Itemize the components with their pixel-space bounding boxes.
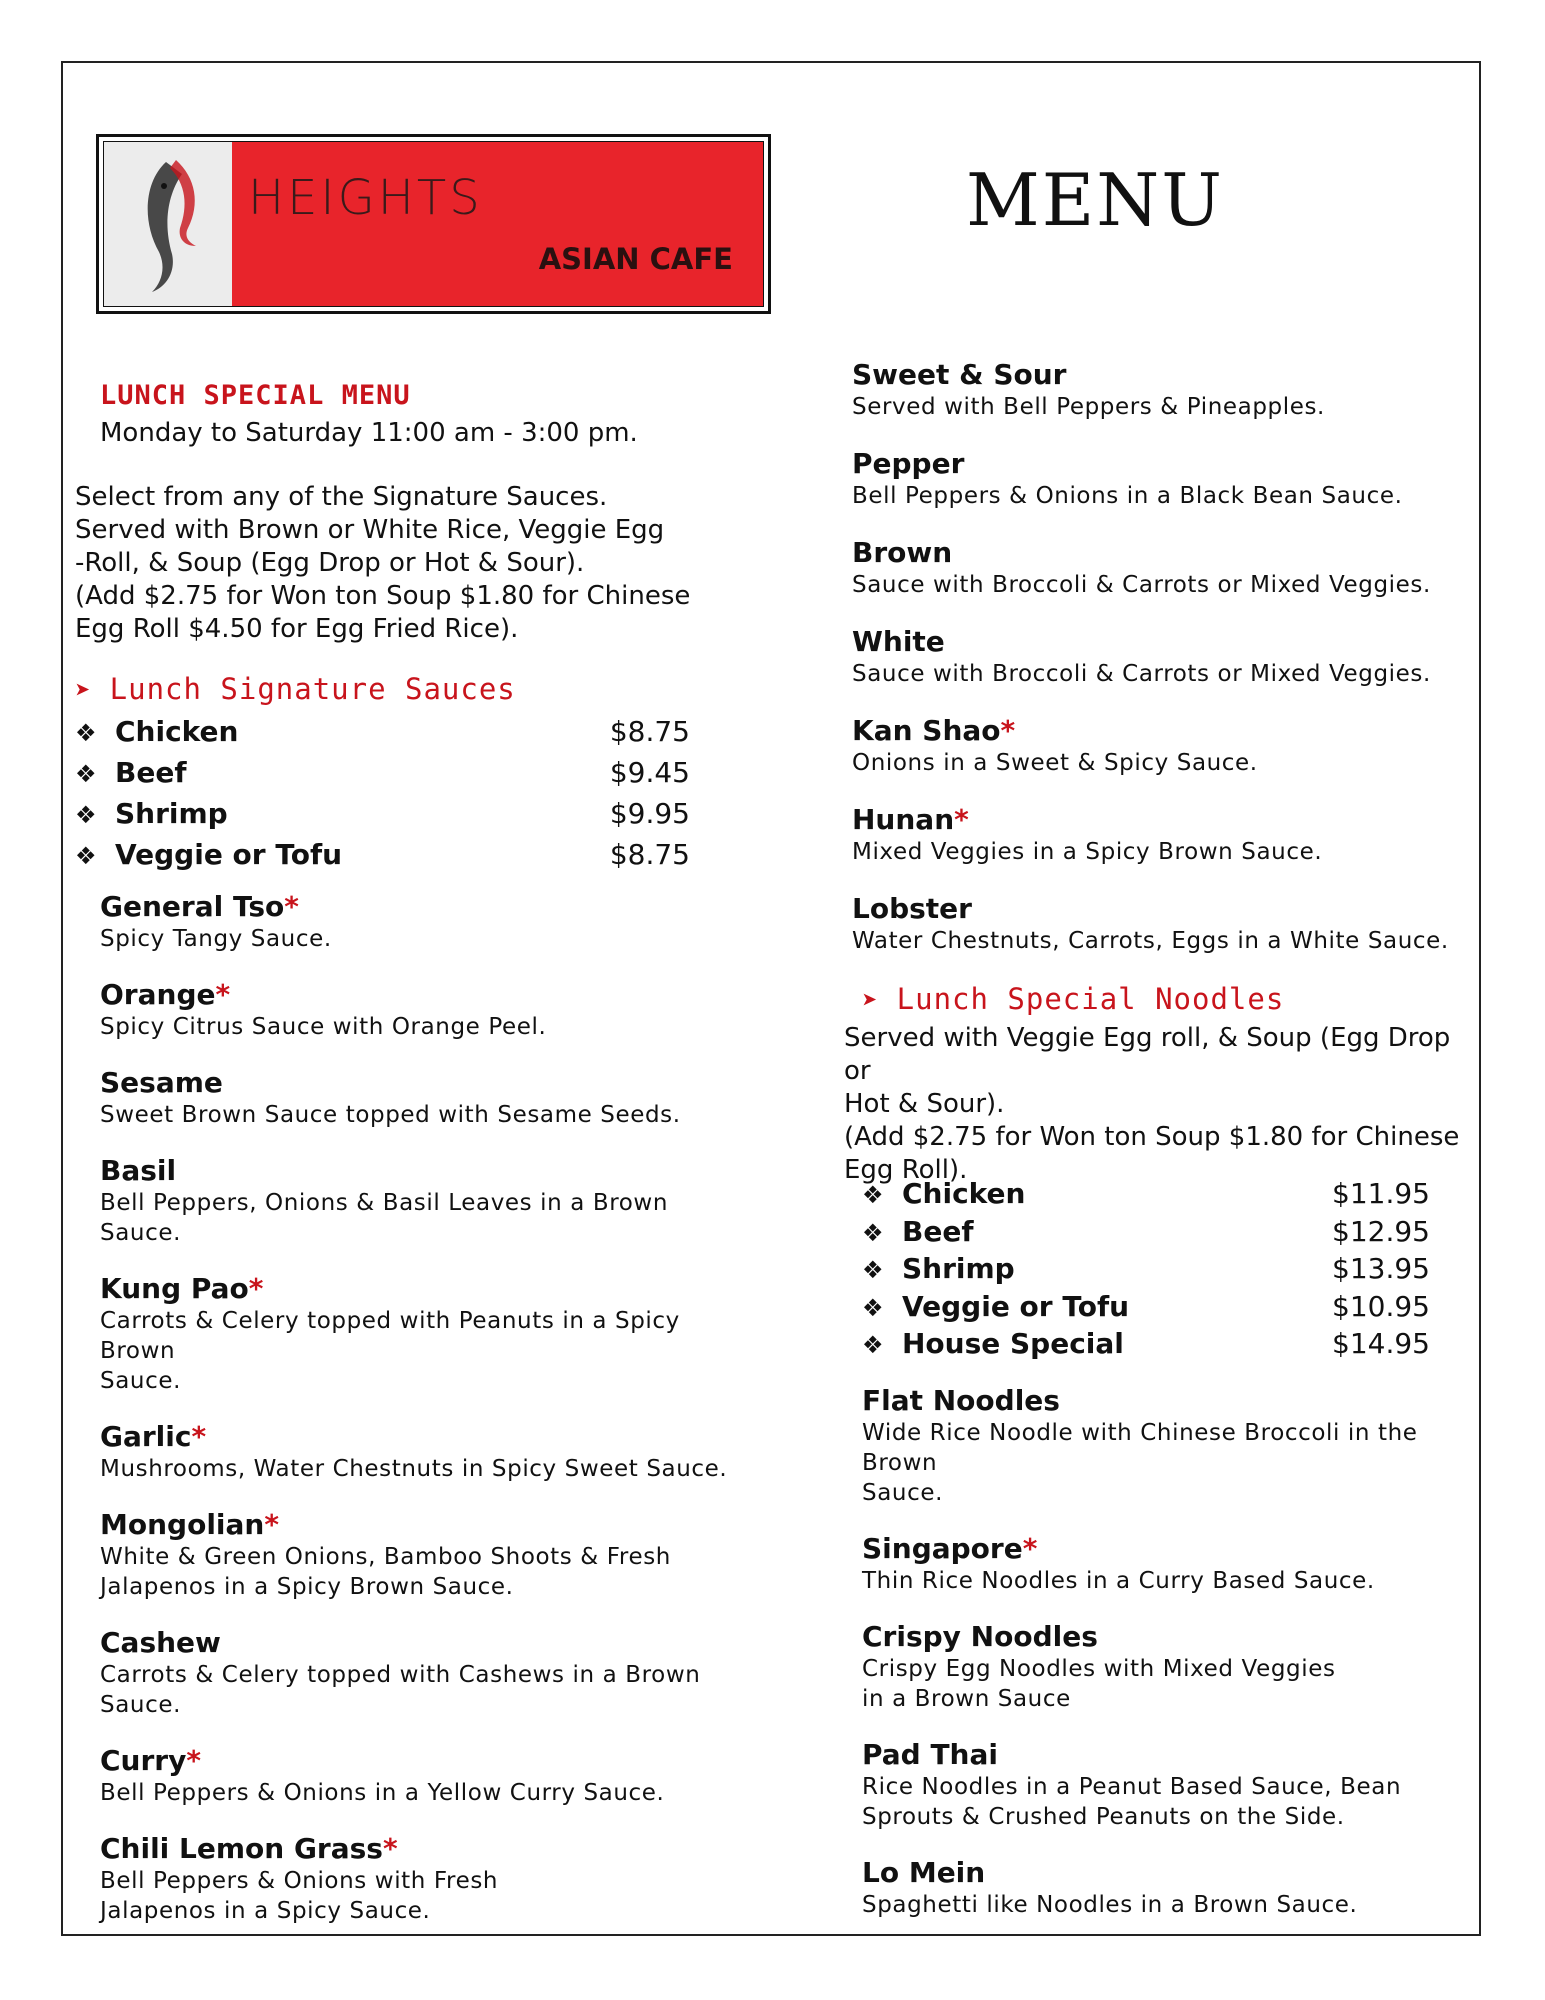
menu-item — [852, 714, 1452, 778]
menu-item-name: Chili Lemon Grass* — [100, 1832, 398, 1865]
price-row — [862, 1214, 1430, 1252]
intro-line: -Roll, & Soup (Egg Drop or Hot & Sour). — [75, 548, 585, 578]
spicy-star-marker: * — [264, 1508, 279, 1541]
menu-item-description: Sauce. — [100, 1692, 181, 1718]
menu-item-description: Served with Bell Peppers & Pineapples. — [852, 394, 1325, 420]
menu-item-name: Lobster — [852, 892, 972, 925]
menu-item-description: Sauce with Broccoli & Carrots or Mixed Veggies. — [852, 572, 1431, 598]
menu-item-description: Spicy Citrus Sauce with Orange Peel. — [100, 1014, 547, 1040]
noodle-intro-line: Egg Roll). — [844, 1155, 968, 1185]
spicy-star-marker: * — [248, 1272, 264, 1305]
menu-item-name: Kan Shao* — [852, 714, 1016, 747]
price-item-name: ❖ Chicken — [75, 712, 238, 753]
spicy-star-marker: * — [954, 803, 969, 836]
menu-item — [862, 1384, 1462, 1508]
spicy-star-marker: * — [382, 1832, 398, 1865]
menu-title: MENU — [966, 158, 1224, 242]
price-item-name: ❖ Veggie or Tofu — [862, 1289, 1129, 1327]
menu-item — [100, 1066, 740, 1130]
menu-item-description: Onions in a Sweet & Spicy Sauce. — [852, 750, 1258, 776]
menu-item — [862, 1532, 1462, 1596]
menu-item-description: Bell Peppers & Onions with Fresh — [100, 1868, 499, 1894]
menu-item-name: Lo Mein — [862, 1856, 986, 1889]
four-diamond-bullet-icon: ❖ — [862, 1181, 884, 1209]
menu-item-name: Kung Pao* — [100, 1272, 264, 1305]
menu-item-description: Bell Peppers & Onions in a Black Bean Sauce. — [852, 483, 1403, 509]
menu-item-name: Crispy Noodles — [862, 1620, 1098, 1653]
price-row — [862, 1176, 1430, 1214]
price-item-name: ❖ Veggie or Tofu — [75, 835, 342, 876]
menu-item-name: General Tso* — [100, 890, 299, 923]
four-diamond-bullet-icon: ❖ — [75, 842, 97, 870]
menu-item-description: Spicy Tangy Sauce. — [100, 926, 332, 952]
menu-item — [100, 1420, 740, 1484]
price-value: $9.45 — [609, 756, 690, 789]
menu-item-description: Sauce. — [100, 1368, 181, 1394]
menu-item-description: White & Green Onions, Bamboo Shoots & Fresh — [100, 1544, 671, 1570]
menu-item-description: Bell Peppers, Onions & Basil Leaves in a Brown Sauce. — [100, 1190, 669, 1246]
lunch-special-heading: LUNCH SPECIAL MENU — [100, 380, 411, 411]
menu-item — [100, 1832, 740, 1926]
four-diamond-bullet-icon: ❖ — [862, 1256, 884, 1284]
noodles-heading: ➤ Lunch Special Noodles — [862, 982, 1285, 1016]
menu-item — [862, 1620, 1462, 1714]
logo — [96, 134, 771, 314]
intro-line: (Add $2.75 for Won ton Soup $1.80 for Chinese — [75, 581, 691, 611]
menu-item-name: Flat Noodles — [862, 1384, 1060, 1417]
four-diamond-bullet-icon: ❖ — [862, 1331, 884, 1359]
spicy-star-marker: * — [1000, 714, 1016, 747]
menu-item-description: Carrots & Celery topped with Cashews in a Brown — [100, 1662, 701, 1688]
price-value: $11.95 — [1332, 1177, 1430, 1210]
menu-item — [100, 978, 740, 1042]
menu-item-name: Hunan* — [852, 803, 969, 836]
price-item-name: ❖ Chicken — [862, 1176, 1025, 1214]
right-menu-items — [852, 358, 1452, 981]
price-item-name: ❖ Shrimp — [862, 1251, 1015, 1289]
menu-item — [100, 890, 740, 954]
lunch-special-header — [100, 380, 638, 450]
menu-item-name: Pepper — [852, 447, 965, 480]
menu-item-name: Mongolian* — [100, 1508, 279, 1541]
lunch-hours: Monday to Saturday 11:00 am - 3:00 pm. — [100, 418, 638, 448]
noodle-intro-line: (Add $2.75 for Won ton Soup $1.80 for Chinese — [844, 1122, 1460, 1152]
menu-item — [852, 536, 1452, 600]
menu-item-description: Carrots & Celery topped with Peanuts in a Spicy Brown — [100, 1308, 680, 1364]
noodle-price-list — [862, 1176, 1430, 1364]
arrow-head-icon: ➤ — [862, 986, 879, 1016]
intro-line: Egg Roll $4.50 for Egg Fried Rice). — [75, 614, 519, 644]
menu-item — [862, 1856, 1462, 1920]
four-diamond-bullet-icon: ❖ — [75, 801, 97, 829]
noodle-menu-items — [862, 1384, 1462, 1944]
menu-item — [100, 1744, 740, 1808]
menu-item-description: Spaghetti like Noodles in a Brown Sauce. — [862, 1892, 1358, 1918]
menu-item — [852, 447, 1452, 511]
menu-item-name: Singapore* — [862, 1532, 1038, 1565]
menu-item-description: Crispy Egg Noodles with Mixed Veggies — [862, 1656, 1336, 1682]
menu-item — [100, 1508, 740, 1602]
menu-item-description: Sauce with Broccoli & Carrots or Mixed Veggies. — [852, 661, 1431, 687]
menu-item-description: in a Brown Sauce — [862, 1686, 1071, 1712]
noodles-section — [862, 982, 1462, 1016]
menu-item-description: Sauce. — [862, 1480, 943, 1506]
four-diamond-bullet-icon: ❖ — [75, 719, 97, 747]
signature-sauces-heading: ➤ Lunch Signature Sauces — [75, 672, 516, 706]
menu-item-name: Sesame — [100, 1066, 223, 1099]
price-item-name: ❖ Shrimp — [75, 794, 228, 835]
intro-line: Select from any of the Signature Sauces. — [75, 482, 608, 512]
menu-item-description: Jalapenos in a Spicy Sauce. — [100, 1898, 431, 1924]
menu-item-description: Sweet Brown Sauce topped with Sesame Seeds. — [100, 1102, 681, 1128]
menu-item-description: Rice Noodles in a Peanut Based Sauce, Bean — [862, 1774, 1402, 1800]
spicy-star-marker: * — [284, 890, 299, 923]
price-row — [862, 1251, 1430, 1289]
menu-item — [100, 1272, 740, 1396]
menu-item — [852, 803, 1452, 867]
menu-item — [100, 1626, 740, 1720]
menu-item-name: Basil — [100, 1154, 177, 1187]
intro-line: Served with Brown or White Rice, Veggie Egg — [75, 515, 665, 545]
spicy-star-marker: * — [186, 1744, 202, 1777]
menu-item-name: Pad Thai — [862, 1738, 998, 1771]
noodle-intro-line: Hot & Sour). — [844, 1089, 1005, 1119]
price-row — [75, 712, 690, 753]
left-menu-items — [100, 890, 740, 1950]
signature-price-list — [75, 712, 690, 876]
price-item-name: ❖ House Special — [862, 1326, 1124, 1364]
price-value: $8.75 — [609, 715, 690, 748]
price-value: $12.95 — [1332, 1214, 1430, 1248]
price-row — [75, 835, 690, 876]
spicy-star-marker: * — [1022, 1532, 1038, 1565]
arrow-head-icon: ➤ — [75, 676, 92, 706]
price-value: $14.95 — [1332, 1327, 1430, 1360]
price-value: $8.75 — [609, 838, 690, 871]
four-diamond-bullet-icon: ❖ — [862, 1218, 884, 1247]
price-value: $9.95 — [609, 797, 690, 830]
price-value: $10.95 — [1332, 1289, 1430, 1323]
menu-item-description: Sprouts & Crushed Peanuts on the Side. — [862, 1804, 1345, 1830]
menu-item — [852, 358, 1452, 422]
menu-item-description: Wide Rice Noodle with Chinese Broccoli in the Brown — [862, 1420, 1418, 1476]
signature-sauces-section — [75, 672, 700, 876]
menu-item-name: Cashew — [100, 1626, 221, 1659]
price-row — [862, 1326, 1430, 1364]
spicy-star-marker: * — [215, 978, 231, 1011]
menu-item-name: Brown — [852, 536, 953, 569]
price-value: $13.95 — [1332, 1252, 1430, 1285]
menu-item-description: Water Chestnuts, Carrots, Eggs in a White Sauce. — [852, 928, 1449, 954]
price-row — [862, 1289, 1430, 1327]
menu-item-description: Mushrooms, Water Chestnuts in Spicy Sweet Sauce. — [100, 1456, 728, 1482]
menu-item-name: Garlic* — [100, 1420, 207, 1453]
spicy-star-marker: * — [191, 1420, 207, 1453]
noodles-intro — [844, 1022, 1464, 1187]
price-row — [75, 794, 690, 835]
menu-item-name: White — [852, 625, 945, 658]
four-diamond-bullet-icon: ❖ — [862, 1293, 884, 1322]
logo-wordmark: HEIGHTS — [248, 170, 483, 226]
menu-item-name: Sweet & Sour — [852, 358, 1067, 391]
menu-item-description: Jalapenos in a Spicy Brown Sauce. — [100, 1574, 514, 1600]
four-diamond-bullet-icon: ❖ — [75, 760, 97, 788]
logo-subtitle: ASIAN CAFE — [538, 242, 733, 276]
menu-item-description: Thin Rice Noodles in a Curry Based Sauce. — [862, 1568, 1375, 1594]
menu-item-description: Mixed Veggies in a Spicy Brown Sauce. — [852, 839, 1323, 865]
menu-item — [862, 1738, 1462, 1832]
noodle-intro-line: Served with Veggie Egg roll, & Soup (Egg Drop or — [844, 1023, 1451, 1086]
menu-item — [852, 892, 1452, 956]
menu-item-name: Curry* — [100, 1744, 202, 1777]
koi-fish-icon — [104, 142, 232, 306]
menu-item-description: Bell Peppers & Onions in a Yellow Curry Sauce. — [100, 1780, 665, 1806]
lunch-intro — [75, 481, 690, 646]
price-item-name: ❖ Beef — [75, 753, 187, 794]
menu-item — [852, 625, 1452, 689]
menu-item — [100, 1154, 740, 1248]
menu-item-name: Orange* — [100, 978, 231, 1011]
price-item-name: ❖ Beef — [862, 1214, 974, 1252]
price-row — [75, 753, 690, 794]
